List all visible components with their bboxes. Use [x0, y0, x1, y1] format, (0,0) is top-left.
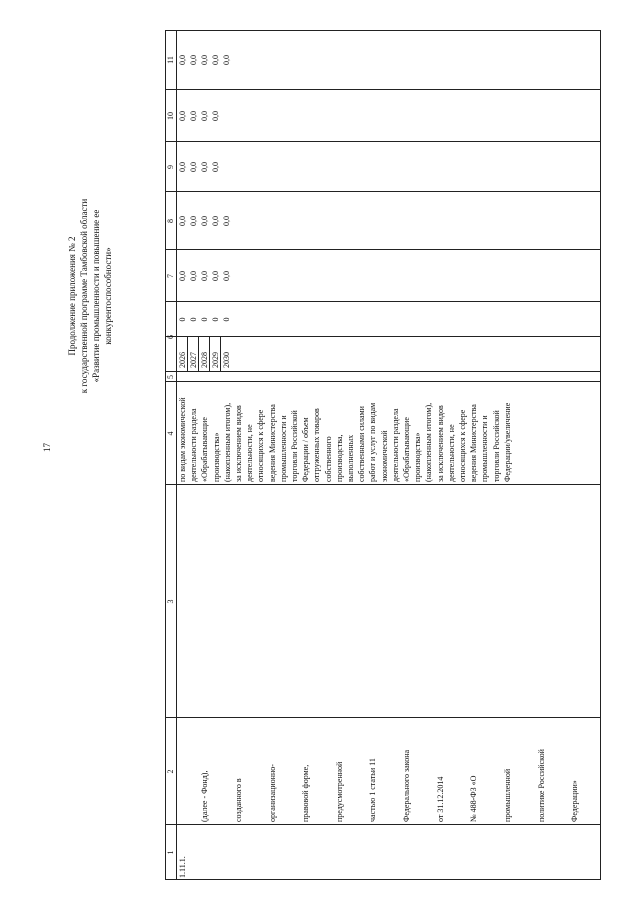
year-cell: 2028	[200, 352, 209, 368]
text-line: промышленности и	[480, 415, 490, 482]
text-line: относящихся к сфере	[256, 409, 266, 482]
col8-value: 0,0	[178, 216, 187, 226]
column-header-6: 6	[166, 335, 175, 339]
col10-value: 0,0	[178, 111, 187, 121]
col9-value: 0,0	[200, 162, 209, 172]
text-line: промышленности и	[278, 415, 288, 482]
text-line: Федерации / объем	[301, 417, 311, 482]
document-heading	[66, 86, 114, 506]
text-line: по видам экономической	[178, 397, 187, 482]
text-line: (далее - Фонд),	[200, 770, 210, 822]
indicator-description	[177, 722, 603, 822]
text-line: «Обрабатывающие	[402, 417, 412, 482]
text-line: выполненных	[346, 434, 356, 482]
text-line: ведения Министерства	[267, 404, 277, 482]
col11-value: 0,0	[211, 55, 220, 65]
text-line: правовой форме,	[301, 764, 311, 822]
col6-value: 0	[211, 317, 220, 322]
text-line: собственного	[323, 436, 333, 482]
col9-value: 0,0	[189, 162, 198, 172]
column-divider	[165, 381, 601, 382]
year-cell: 2030	[222, 352, 231, 368]
text-line: отгруженных товаров	[312, 408, 322, 482]
text-line: производства»	[413, 432, 423, 482]
col10-value: 0,0	[211, 111, 220, 121]
text-line: созданного в	[234, 778, 244, 822]
col11-value: 0,0	[200, 55, 209, 65]
column-header-2: 2	[166, 769, 175, 774]
text-line: политике Российской	[536, 749, 546, 822]
row-number: 1.11.1.	[178, 856, 187, 878]
text-line: ведения Министерства	[469, 404, 479, 482]
text-line: предусмотренной	[334, 761, 344, 822]
heading-line: Продолжение приложения № 2	[67, 236, 77, 356]
col8-value: 0,0	[189, 216, 198, 226]
text-line: деятельности, не	[245, 424, 255, 482]
col9-value: 0,0	[211, 162, 220, 172]
column-divider	[165, 371, 601, 372]
col7-value: 0,0	[222, 271, 231, 281]
text-line: организационно-	[267, 764, 277, 822]
col7-value: 0,0	[211, 271, 220, 281]
column-divider	[165, 717, 601, 718]
column-header-5: 5	[166, 375, 175, 379]
col7-value: 0,0	[189, 271, 198, 281]
text-line: Федерации/увеличение	[502, 402, 512, 482]
col11-value: 0,0	[178, 55, 187, 65]
column-divider	[165, 484, 601, 485]
text-line: № 488-ФЗ «О	[469, 775, 479, 822]
column-header-7: 7	[166, 274, 175, 278]
text-line: производства,	[334, 434, 344, 482]
col6-value: 0	[200, 317, 209, 322]
text-line: Федерации»	[570, 780, 580, 822]
col8-value: 0,0	[200, 216, 209, 226]
column-header-4: 4	[166, 431, 175, 436]
col8-value: 0,0	[222, 216, 231, 226]
text-line: (накопленным итогом),	[222, 402, 232, 482]
col10-value: 0,0	[200, 111, 209, 121]
text-line: промышленной	[502, 768, 512, 822]
text-line: относящихся к сфере	[458, 409, 468, 482]
col9-value: 0,0	[178, 162, 187, 172]
column-divider	[165, 141, 601, 142]
text-line: Федерального закона	[402, 749, 412, 822]
col6-value: 0	[222, 317, 231, 322]
text-line: собственными силами	[357, 406, 367, 482]
text-line: экономической	[379, 430, 389, 482]
heading-line: конкурентоспособности»	[103, 247, 113, 345]
text-line: работ и услуг по видам	[368, 402, 378, 482]
text-line: частью 1 статьи 11	[368, 758, 378, 822]
column-header-11: 11	[166, 56, 175, 64]
heading-line: к государственной программе Тамбовской области	[79, 198, 89, 394]
col7-value: 0,0	[178, 271, 187, 281]
year-cell: 2026	[178, 352, 187, 368]
col8-value: 0,0	[211, 216, 220, 226]
column-header-9: 9	[166, 165, 175, 169]
column-header-3: 3	[166, 599, 175, 604]
text-line: «Обрабатывающие	[200, 417, 210, 482]
text-line: (накопленным итогом),	[424, 402, 434, 482]
column-header-8: 8	[166, 219, 175, 223]
col11-value: 0,0	[189, 55, 198, 65]
col10-value: 0,0	[189, 111, 198, 121]
col11-value: 0,0	[222, 55, 231, 65]
column-header-1: 1	[166, 850, 175, 855]
text-line: торговли Российской	[290, 410, 300, 482]
text-line: деятельности раздела	[390, 408, 400, 482]
text-line: деятельности, не	[446, 424, 456, 482]
heading-line: «Развитие промышленности и повышение ее	[91, 209, 101, 383]
text-line: за исключением видов	[234, 405, 244, 482]
year-cell: 2029	[211, 352, 220, 368]
text-line: деятельности раздела	[189, 408, 199, 482]
text-line: от 31.12.2014	[435, 776, 445, 822]
page-number: 17	[42, 443, 52, 452]
column-divider	[165, 824, 601, 825]
col6-value: 0	[178, 317, 187, 322]
text-line: за исключением видов	[435, 405, 445, 482]
text-line: торговли Российской	[491, 410, 501, 482]
rotated-table	[165, 30, 601, 880]
indicator-formula	[177, 385, 513, 482]
col7-value: 0,0	[200, 271, 209, 281]
text-line: производства»	[211, 432, 221, 482]
year-cell: 2027	[189, 352, 198, 368]
column-header-10: 10	[166, 112, 175, 120]
col6-value: 0	[189, 317, 198, 322]
